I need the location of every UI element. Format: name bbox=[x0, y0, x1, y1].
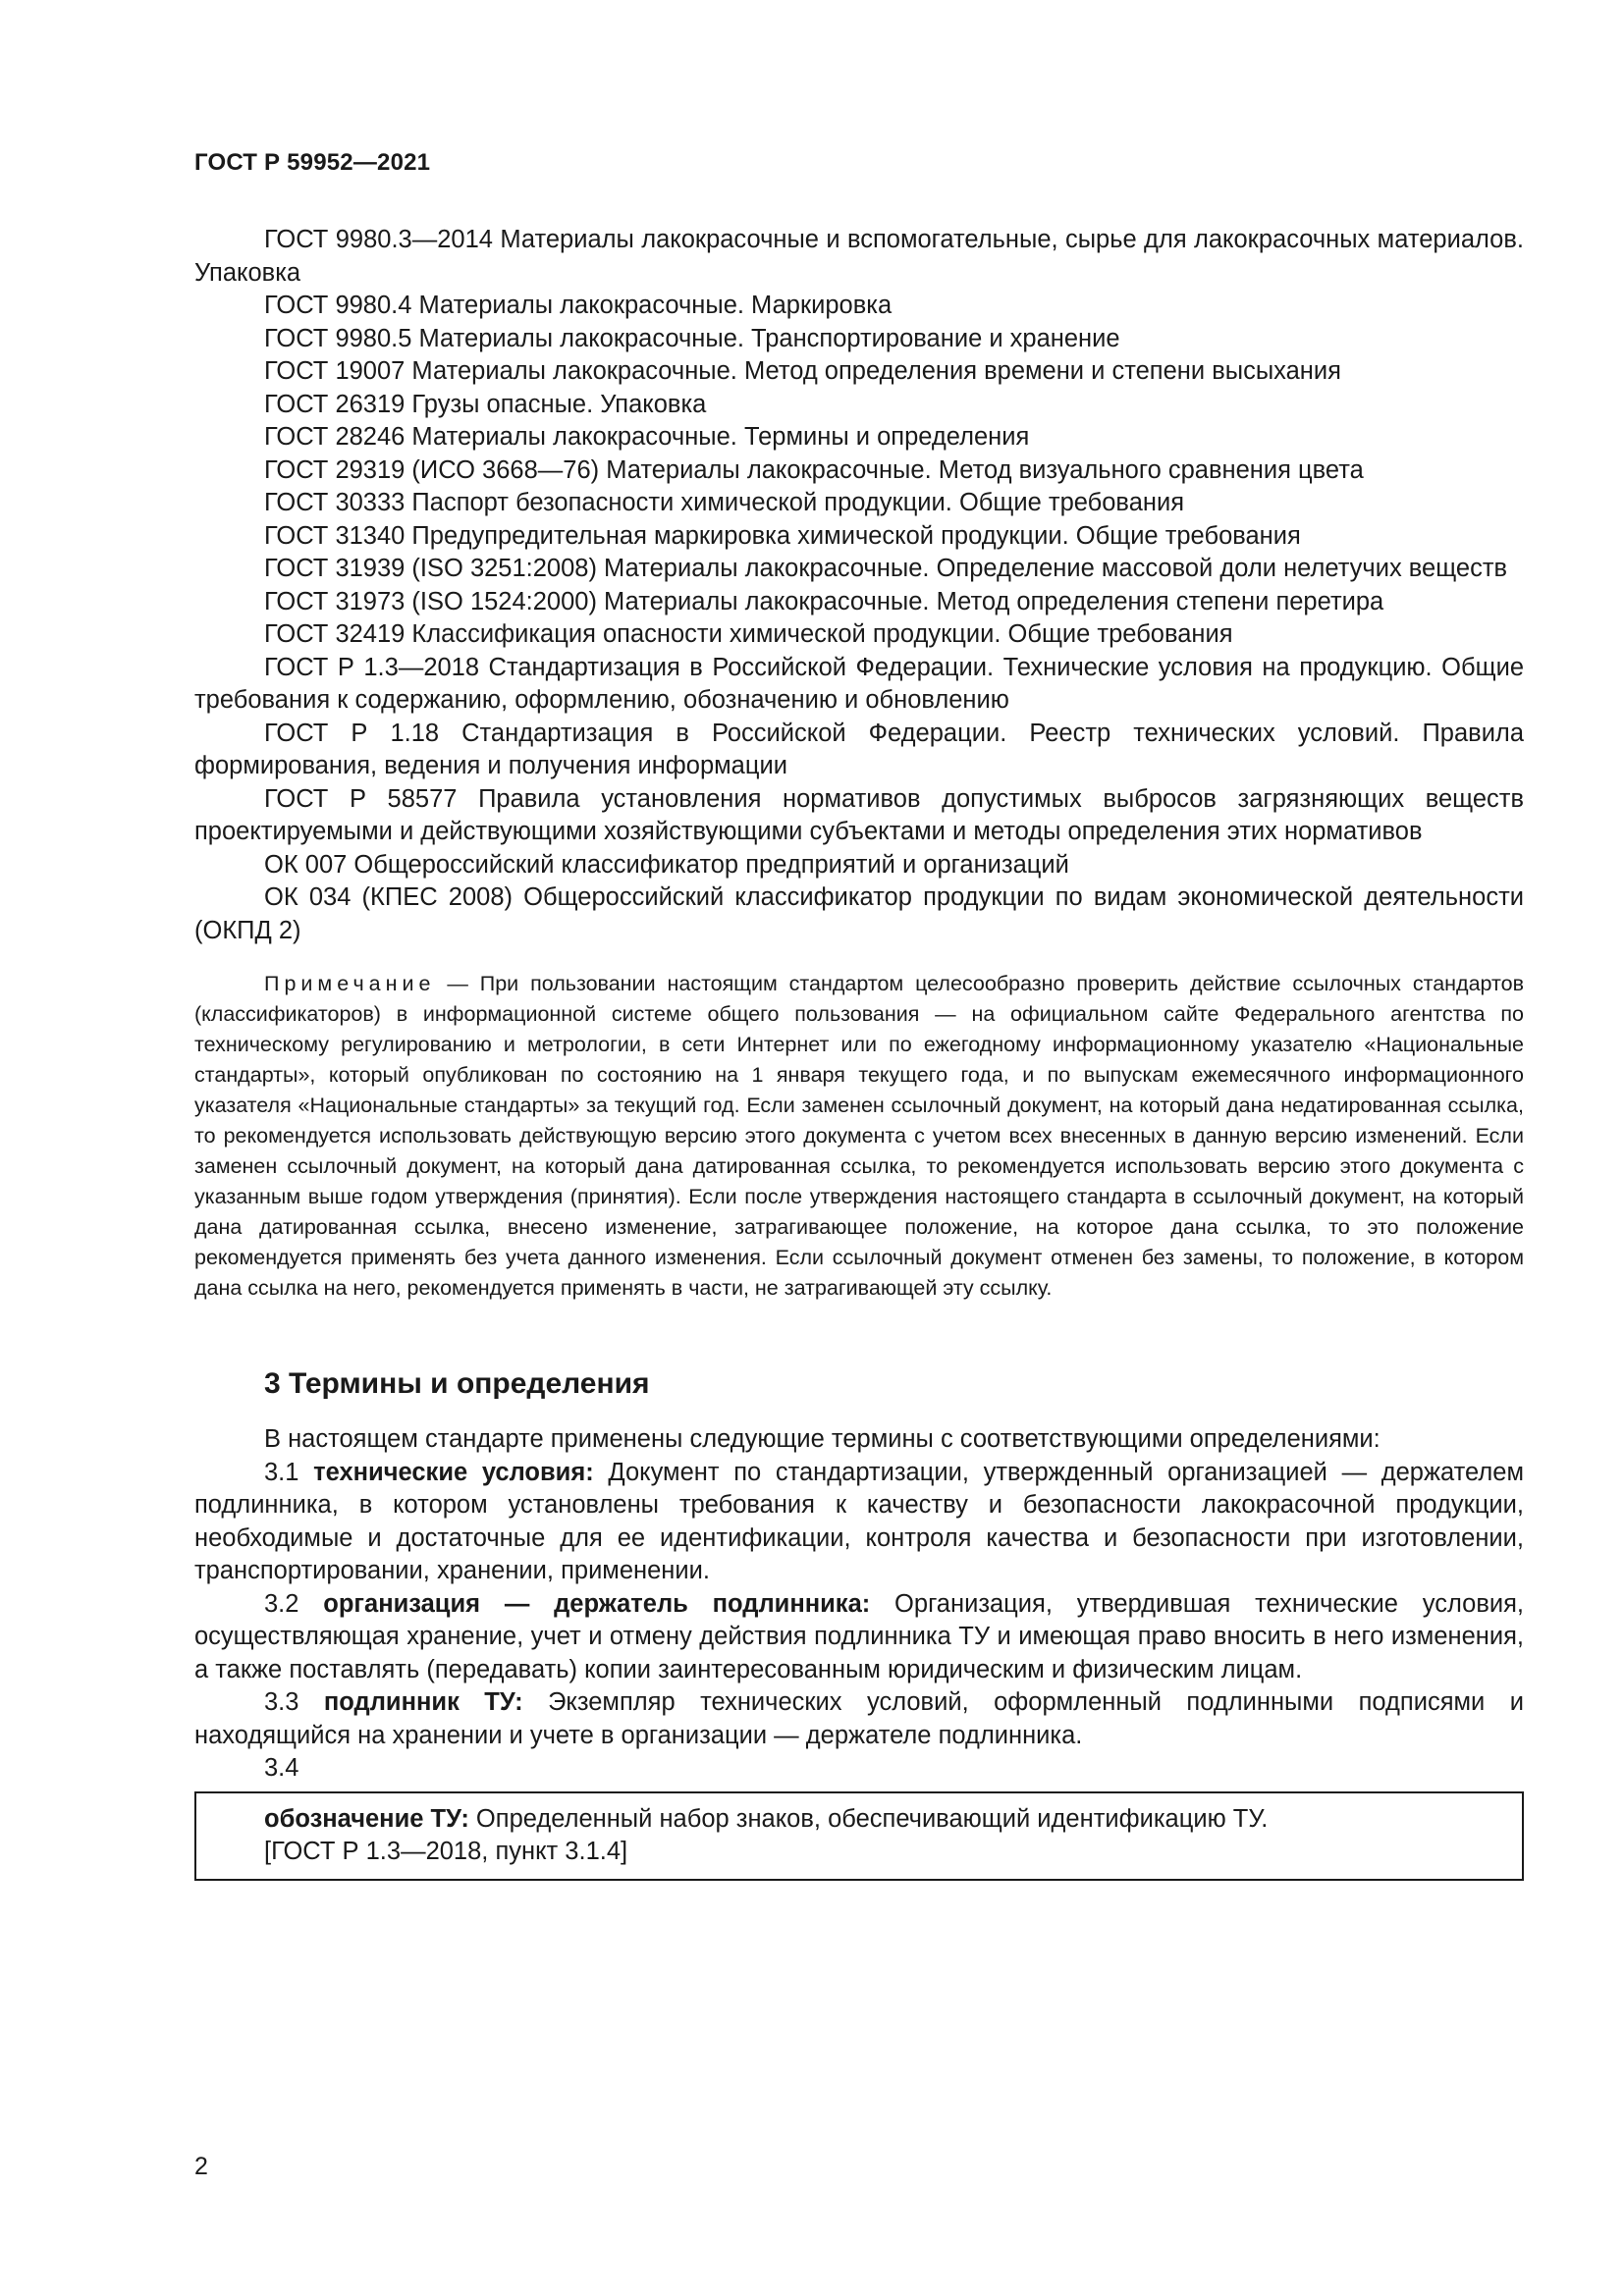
page-number: 2 bbox=[194, 2153, 208, 2180]
term-number: 3.3 bbox=[264, 1688, 299, 1716]
term-entry bbox=[194, 1686, 1524, 1752]
reference-item: ГОСТ 9980.5 Материалы лакокрасочные. Транспортирование и хранение bbox=[264, 324, 1120, 352]
reference-item: ГОСТ 28246 Материалы лакокрасочные. Термины и определения bbox=[264, 423, 1030, 451]
note-paragraph bbox=[194, 969, 1524, 1304]
reference-item: ГОСТ 9980.3—2014 Материалы лакокрасочные и вспомогательные, сырье для лакокрасочных материалов. Упаковка bbox=[194, 226, 1524, 287]
reference-item: ГОСТ Р 58577 Правила установления нормативов допустимых выбросов загрязняющих веществ проектируемыми и действующими хозяйствующими субъектами и методы определения этих нормативов bbox=[194, 784, 1524, 845]
term-definition: Организация, утвердившая технические условия, осуществляющая хранение, учет и отмену действия подлинника ТУ и имеющая право вносить в него изменения, а также поставлять (передавать) копии заинтересованным юридическим и физическим лицам. bbox=[194, 1589, 1525, 1683]
document-header: ГОСТ Р 59952—2021 bbox=[194, 149, 431, 176]
term-source: [ГОСТ Р 1.3—2018, пункт 3.1.4] bbox=[264, 1838, 628, 1865]
reference-item: ГОСТ 26319 Грузы опасные. Упаковка bbox=[264, 390, 707, 418]
note-text: — При пользовании настоящим стандартом целесообразно проверить действие ссылочных стандартов (классификаторов) в информационной системе общего пользования — на официальном сайте Федерального агентства по техническому регулированию и метрологии, в сети Интернет или по ежегодному информационному указателю «Национальные стандарты», который опубликован по состоянию на 1 января текущего года, и по выпускам ежемесячного информационного указателя «Национальные стандарты» за текущий год. Если заменен ссылочный документ, на который дана недатированная ссылка, то рекомендуется использовать действующую версию этого документа с учетом всех внесенных в данную версию изменений. Если заменен ссылочный документ, на который дана датированная ссылка, то рекомендуется использовать версию этого документа с указанным выше годом утверждения (принятия). Если после утверждения настоящего стандарта в ссылочный документ, на который дана датированная ссылка, внесено изменение, затрагивающее положение, на которое дана ссылка, то это положение рекомендуется применять без учета данного изменения. Если ссылочный документ отменен без замены, то положение, в котором дана ссылка на него, рекомендуется применять в части, не затрагивающей эту ссылку. bbox=[194, 972, 1524, 1300]
reference-item: ГОСТ 31939 (ISO 3251:2008) Материалы лакокрасочные. Определение массовой доли нелетучих веществ bbox=[264, 555, 1508, 582]
section-heading: 3 Термины и определения bbox=[264, 1367, 650, 1400]
reference-item: ГОСТ Р 1.18 Стандартизация в Российской Федерации. Реестр технических условий. Правила формирования, ведения и получения информации bbox=[194, 719, 1524, 779]
reference-item: ГОСТ 19007 Материалы лакокрасочные. Метод определения времени и степени высыхания bbox=[264, 357, 1341, 385]
term-definition: Определенный набор знаков, обеспечивающий идентификацию ТУ. bbox=[475, 1804, 1269, 1833]
note-label: Примечание bbox=[264, 972, 436, 995]
reference-item: ГОСТ 30333 Паспорт безопасности химической продукции. Общие требования bbox=[264, 489, 1185, 516]
reference-item: ОК 007 Общероссийский классификатор предприятий и организаций bbox=[264, 850, 1069, 879]
page-content bbox=[194, 224, 1524, 1881]
term-entry bbox=[194, 1457, 1524, 1588]
reference-item: ГОСТ 9980.4 Материалы лакокрасочные. Маркировка bbox=[264, 292, 893, 319]
boxed-term bbox=[194, 1791, 1524, 1881]
section-intro: В настоящем стандарте применены следующие термины с соответствующими определениями: bbox=[264, 1425, 1380, 1453]
reference-item: ГОСТ 31340 Предупредительная маркировка химической продукции. Общие требования bbox=[264, 521, 1301, 550]
term-number: 3.1 bbox=[264, 1458, 299, 1486]
term-name: обозначение ТУ: bbox=[264, 1804, 469, 1833]
reference-item: ОК 034 (КПЕС 2008) Общероссийский классификатор продукции по видам экономической деятельности (ОКПД 2) bbox=[194, 883, 1524, 944]
reference-item: ГОСТ 31973 (ISO 1524:2000) Материалы лакокрасочные. Метод определения степени перетира bbox=[264, 587, 1384, 615]
term-definition: Документ по стандартизации, утвержденный организацией — держателем подлинника, в котором установлены требования к качеству и безопасности лакокрасочной продукции, необходимые и достаточные для ее идентификации, контроля качества и безопасности при изготовлении, транспортировании, хранении, применении. bbox=[194, 1458, 1524, 1584]
term-name: технические условия: bbox=[313, 1458, 594, 1486]
reference-item: ГОСТ 32419 Классификация опасности химической продукции. Общие требования bbox=[264, 620, 1233, 648]
term-entry bbox=[194, 1588, 1524, 1687]
reference-item: ГОСТ 29319 (ИСО 3668—76) Материалы лакокрасочные. Метод визуального сравнения цвета bbox=[264, 455, 1364, 484]
boxed-term-entry bbox=[264, 1803, 1502, 1837]
boxed-term-number: 3.4 bbox=[264, 1754, 299, 1782]
term-name: подлинник ТУ: bbox=[323, 1688, 523, 1716]
term-name: организация — держатель подлинника: bbox=[323, 1589, 871, 1618]
term-definition: Экземпляр технических условий, оформленный подлинными подписями и находящийся на хранении и учете в организации — держателе подлинника. bbox=[194, 1688, 1524, 1749]
reference-item: ГОСТ Р 1.3—2018 Стандартизация в Российской Федерации. Технические условия на продукцию. Общие требования к содержанию, оформлению, обозначению и обновлению bbox=[194, 653, 1524, 714]
term-number: 3.2 bbox=[264, 1589, 299, 1618]
